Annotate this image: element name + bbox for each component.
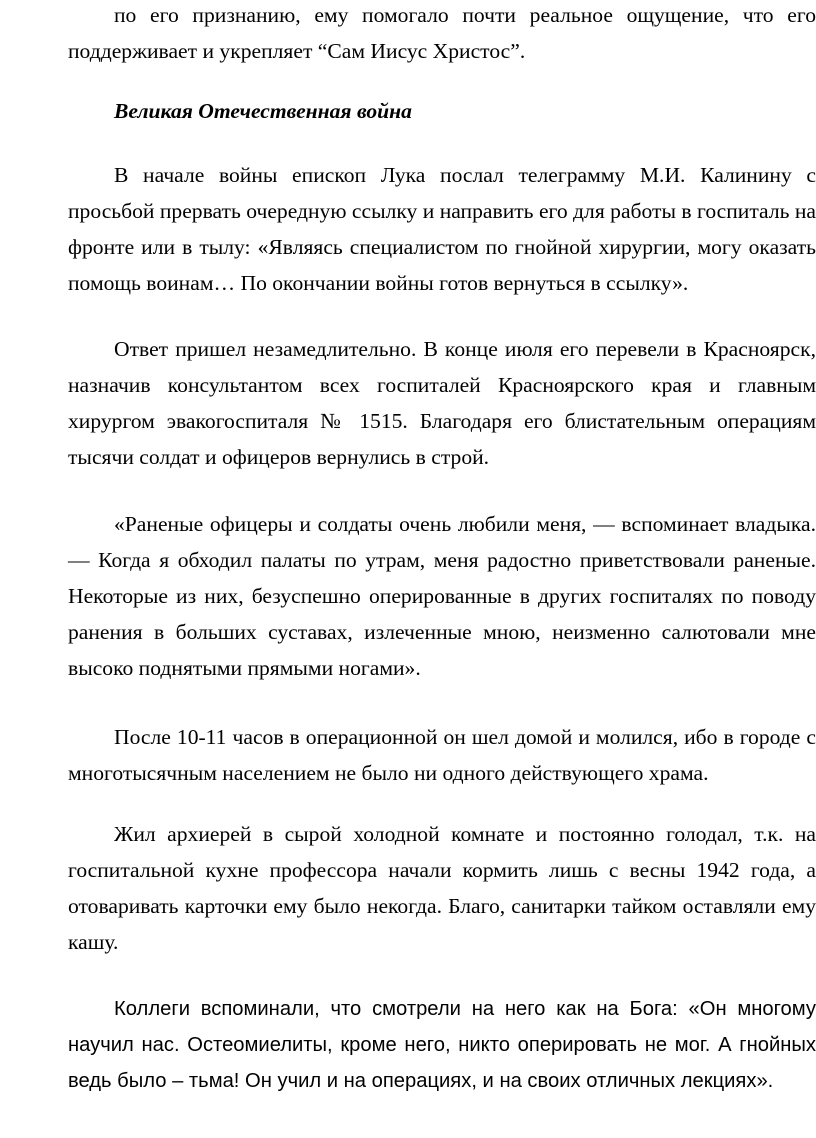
paragraph-telegram: В начале войны епископ Лука послал телеграмму М.И. Калинину с просьбой прервать очередную ссылку и направить его для работы в госпиталь на фронте или в тылу: «Являясь специалистом по гнойной хирургии, могу оказать помощь воинам… По окончании войны готов вернуться в ссылку». xyxy=(68,163,816,295)
paragraph-continuation: по его признанию, ему помогало почти реальное ощущение, что его поддерживает и укрепляет “Сам Иисус Христос”. xyxy=(68,3,816,63)
section-heading: Великая Отечественная война xyxy=(114,99,412,123)
paragraph-after-surgery: После 10-11 часов в операционной он шел домой и молился, ибо в городе с многотысячным населением не было ни одного действующего храма. xyxy=(68,725,816,785)
paragraph-quote-wounded: «Раненые офицеры и солдаты очень любили меня, — вспоминает владыка. — Когда я обходил палаты по утрам, меня радостно приветствовали раненые. Некоторые из них, безуспешно оперированные в других госпиталях по поводу ранения в больших суставах, излеченные мною, неизменно салютовали мне высоко поднятыми прямыми ногами». xyxy=(68,512,816,680)
paragraph-living-conditions: Жил архиерей в сырой холодной комнате и постоянно голодал, т.к. на госпитальной кухне профессора начали кормить лишь с весны 1942 года, а отоваривать карточки ему было некогда. Благо, санитарки тайком оставляли ему кашу. xyxy=(68,822,816,954)
paragraph-krasnoyarsk: Ответ пришел незамедлительно. В конце июля его перевели в Красноярск, назначив консультантом всех госпиталей Красноярского края и главным хирургом эвакогоспиталя № 1515. Благодаря его блистательным операциям тысячи солдат и офицеров вернулись в строй. xyxy=(68,337,816,469)
paragraph-colleagues: Коллеги вспоминали, что смотрели на него как на Бога: «Он многому научил нас. Остеомиелиты, кроме него, никто оперировать не мог. А гнойных ведь было – тьма! Он учил и на операциях, и на своих отличных лекциях». xyxy=(68,998,816,1092)
